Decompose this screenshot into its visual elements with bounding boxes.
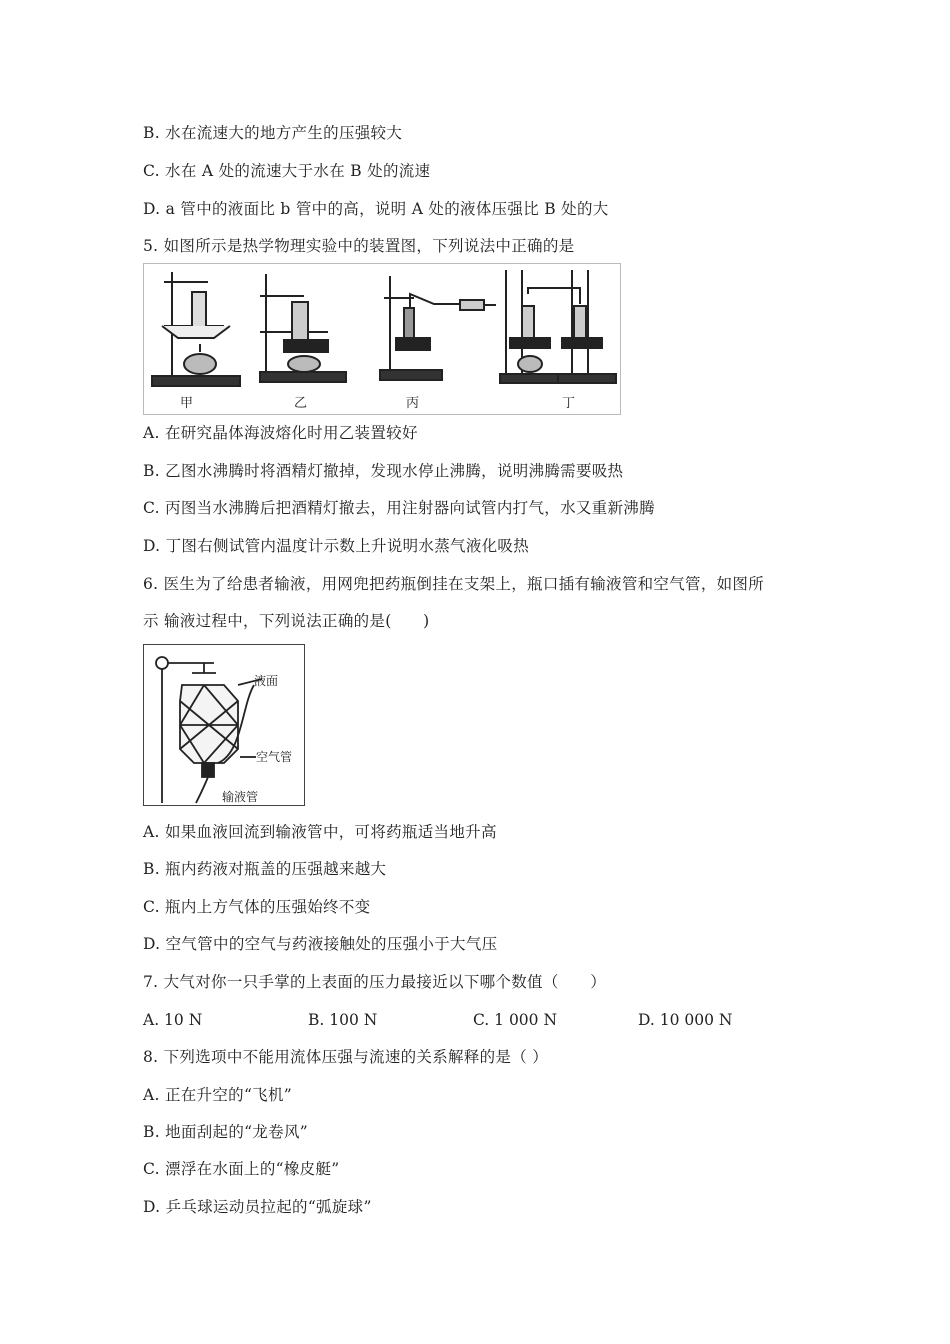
question-6-stem: 6. 医生为了给患者输液，用网兜把药瓶倒挂在支架上，瓶口插有输液管和空气管，如图所 bbox=[143, 575, 765, 593]
q7-option-b: B. 100 N bbox=[308, 1011, 378, 1029]
q5-option-d: D. 丁图右侧试管内温度计示数上升说明水蒸气液化吸热 bbox=[143, 537, 530, 555]
question-8-stem: 8. 下列选项中不能用流体压强与流速的关系解释的是（ ） bbox=[143, 1048, 549, 1066]
q6-option-d: D. 空气管中的空气与药液接触处的压强小于大气压 bbox=[143, 935, 498, 953]
q5-option-b: B. 乙图水沸腾时将酒精灯撤掉，发现水停止沸腾，说明沸腾需要吸热 bbox=[143, 462, 624, 480]
label-ding: 丁 bbox=[562, 396, 576, 411]
apparatus-yi bbox=[260, 274, 346, 382]
q6-option-b: B. 瓶内药液对瓶盖的压强越来越大 bbox=[143, 860, 387, 878]
q6-option-a: A. 如果血液回流到输液管中，可将药瓶适当地升高 bbox=[143, 823, 497, 841]
apparatus-ding bbox=[500, 270, 616, 383]
question-6-stem-cont: 示 输液过程中，下列说法正确的是( ) bbox=[143, 612, 430, 630]
q7-option-a: A. 10 N bbox=[143, 1011, 203, 1029]
q8-option-d: D. 乒乓球运动员拉起的“弧旋球” bbox=[143, 1198, 372, 1216]
question-5-stem: 5. 如图所示是热学物理实验中的装置图，下列说法中正确的是 bbox=[143, 237, 575, 255]
apparatus-jia bbox=[152, 272, 240, 386]
question-text-line-d: D. a 管中的液面比 b 管中的高，说明 A 处的液体压强比 B 处的大 bbox=[143, 200, 609, 218]
label-infusion-tube: 输液管 bbox=[222, 790, 259, 804]
q8-option-c: C. 漂浮在水面上的“橡皮艇” bbox=[143, 1160, 340, 1178]
label-bing: 丙 bbox=[406, 396, 420, 411]
label-jia: 甲 bbox=[180, 396, 194, 411]
q7-option-c: C. 1 000 N bbox=[473, 1011, 558, 1029]
q6-option-c: C. 瓶内上方气体的压强始终不变 bbox=[143, 898, 371, 916]
q7-option-d: D. 10 000 N bbox=[638, 1011, 733, 1029]
label-liquid-surface: 液面 bbox=[254, 674, 279, 688]
infusion-bottle-figure bbox=[143, 644, 305, 806]
q5-option-a: A. 在研究晶体海波熔化时用乙装置较好 bbox=[143, 424, 418, 442]
label-yi: 乙 bbox=[294, 396, 308, 411]
q5-option-c: C. 丙图当水沸腾后把酒精灯撤去，用注射器向试管内打气，水又重新沸腾 bbox=[143, 499, 655, 517]
question-text-line-c: C. 水在 A 处的流速大于水在 B 处的流速 bbox=[143, 162, 431, 180]
thermal-apparatus-figure bbox=[143, 263, 621, 415]
question-text-line-b: B. 水在流速大的地方产生的压强较大 bbox=[143, 124, 403, 142]
apparatus-bing bbox=[380, 276, 496, 380]
question-7-stem: 7. 大气对你一只手掌的上表面的压力最接近以下哪个数值（ ） bbox=[143, 973, 607, 991]
q8-option-a: A. 正在升空的“飞机” bbox=[143, 1086, 292, 1104]
label-air-tube: 空气管 bbox=[256, 750, 293, 764]
q8-option-b: B. 地面刮起的“龙卷风” bbox=[143, 1123, 308, 1141]
